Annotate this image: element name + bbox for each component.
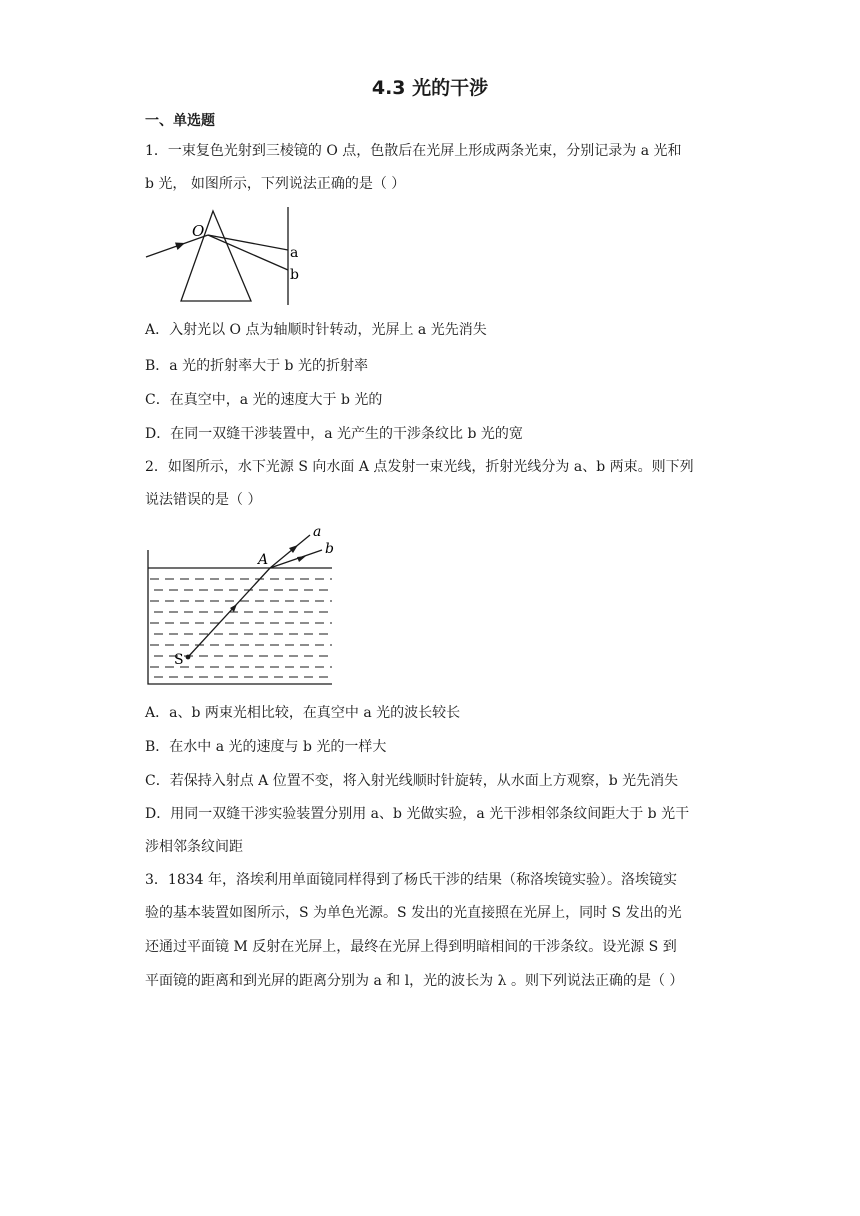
q1-option-c: C．在真空中，a 光的速度大于 b 光的: [145, 392, 383, 408]
q3-line3: 还通过平面镜 M 反射在光屏上，最终在光屏上得到明暗相间的干涉条纹。设光源 S 到: [145, 939, 677, 955]
page-title: 4.3 光的干涉: [371, 77, 489, 99]
label-a-point: A: [258, 552, 269, 568]
ray-b: [208, 235, 288, 270]
q1-option-b: B．a 光的折射率大于 b 光的折射率: [145, 358, 368, 374]
q2-option-a: A．a、b 两束光相比较，在真空中 a 光的波长较长: [145, 705, 461, 721]
q1-option-a: A．入射光以 O 点为轴顺时针转动，光屏上 a 光先消失: [145, 322, 487, 338]
refracted-ray-b: [270, 550, 322, 568]
ray-a: [208, 235, 288, 250]
q1-stem-line1: 1．一束复色光射到三棱镜的 O 点，色散后在光屏上形成两条光束，分别记录为 a 光和: [145, 143, 682, 159]
q1-stem-line2: b 光， 如图所示，下列说法正确的是（ ）: [145, 176, 406, 192]
q3-line4: 平面镜的距离和到光屏的距离分别为 a 和 l，光的波长为 λ 。则下列说法正确的是（ ）: [145, 973, 684, 989]
q3-line2: 验的基本装置如图所示，S 为单色光源。S 发出的光直接照在光屏上，同时 S 发出的光: [145, 905, 682, 921]
q2-water-figure: [140, 522, 340, 688]
q2-stem-line1: 2．如图所示，水下光源 S 向水面 A 点发射一束光线，折射光线分为 a、b 两束。则下列: [145, 459, 694, 475]
q2-option-d-line2: 涉相邻条纹间距: [145, 839, 243, 855]
q2-option-b: B．在水中 a 光的速度与 b 光的一样大: [145, 739, 387, 755]
source-dot: [186, 655, 191, 660]
label-o: O: [192, 222, 205, 240]
q2-option-c: C．若保持入射点 A 位置不变，将入射光线顺时针旋转，从水面上方观察，b 光先消失: [145, 773, 679, 789]
label-ray-b: b: [325, 541, 334, 557]
q1-prism-figure: [140, 205, 310, 307]
q1-option-d: D．在同一双缝干涉装置中，a 光产生的干涉条纹比 b 光的宽: [145, 426, 523, 442]
label-s: S: [174, 652, 184, 668]
refracted-ray-a: [270, 535, 310, 568]
incident-arrow: [175, 243, 185, 251]
label-a: a: [290, 245, 299, 261]
q3-line1: 3．1834 年，洛埃利用单面镜同样得到了杨氏干涉的结果（称洛埃镜实验）。洛埃镜实: [145, 872, 677, 888]
label-ray-a: a: [313, 524, 322, 540]
arrow-b: [297, 556, 306, 562]
section-heading: 一、单选题: [145, 113, 215, 129]
q2-option-d-line1: D．用同一双缝干涉实验装置分别用 a、b 光做实验，a 光干涉相邻条纹间距大于 b 光干: [145, 806, 690, 822]
q2-stem-line2: 说法错误的是（ ）: [145, 492, 262, 508]
label-b: b: [290, 267, 299, 283]
